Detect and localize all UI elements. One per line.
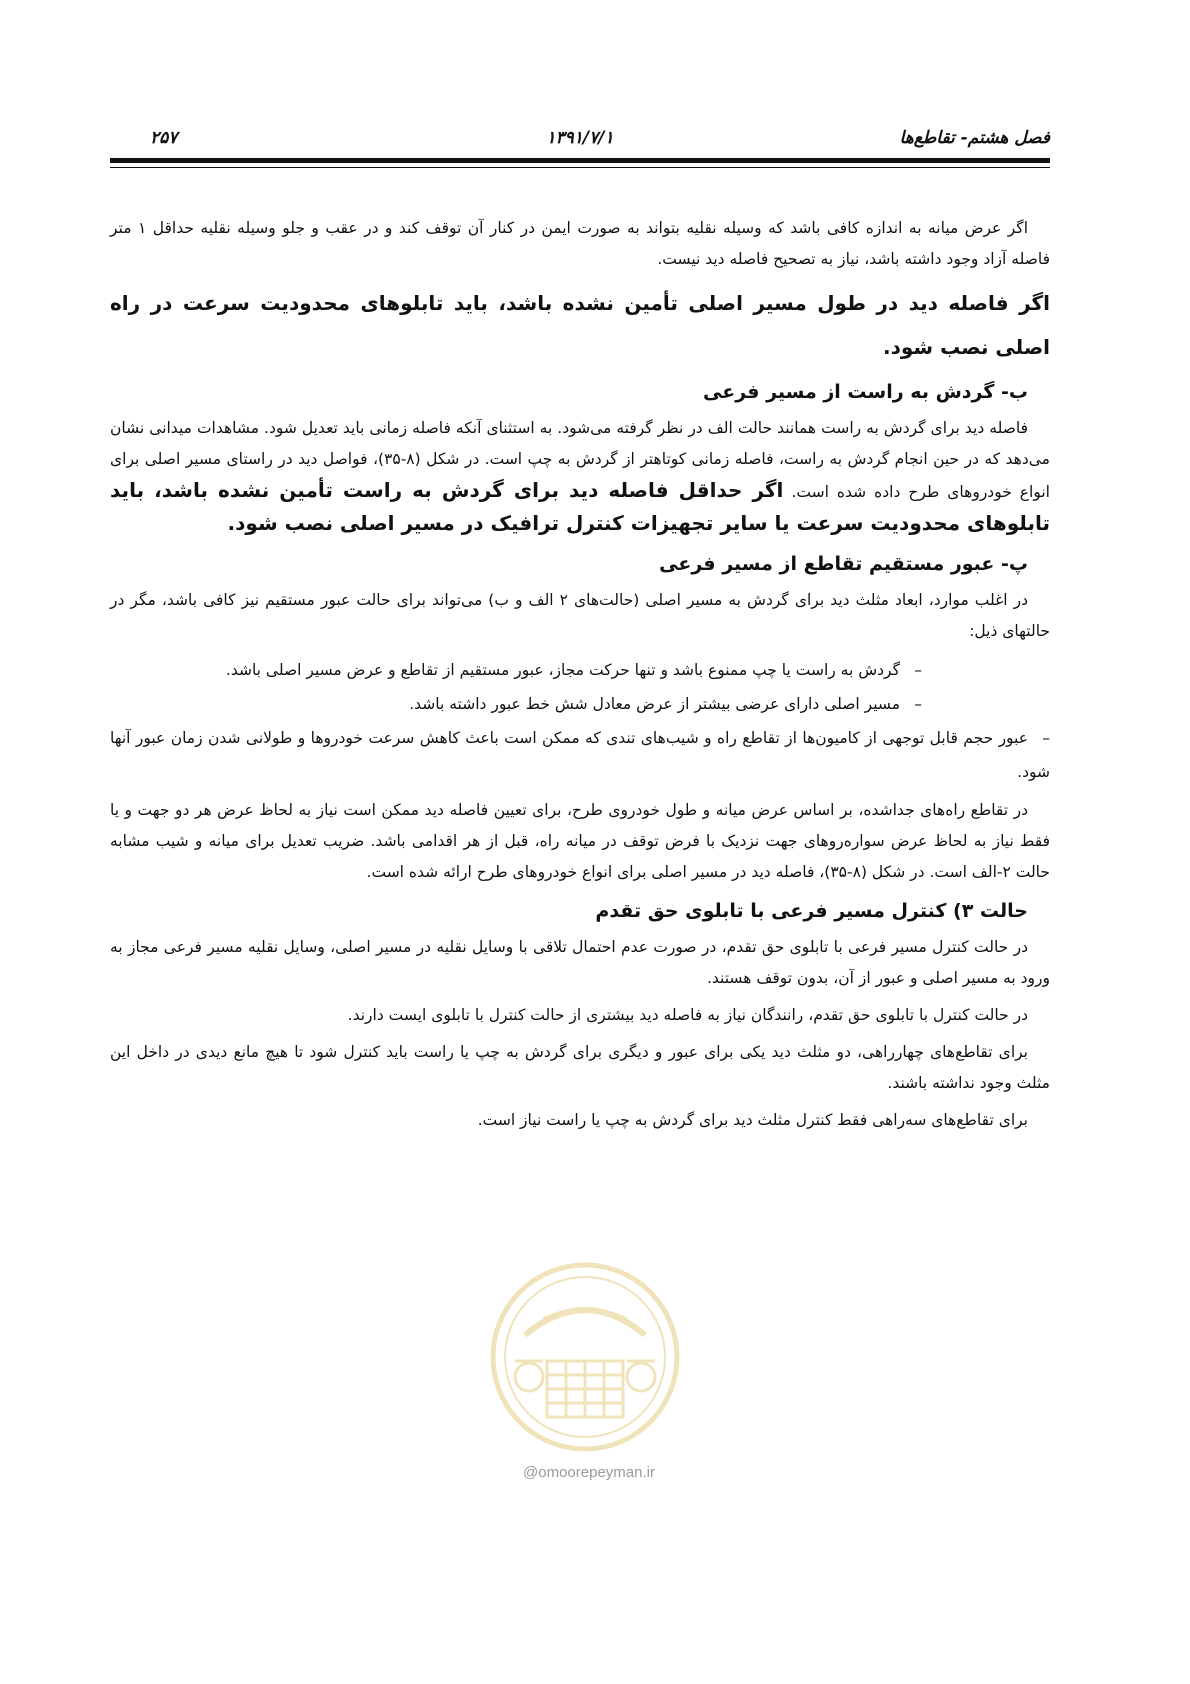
paragraph-yield-sight: در حالت کنترل با تابلوی حق تقدم، رانندگان نیاز به فاصله دید بیشتری از حالت کنترل با تابلوی ایست دارند. [347, 1006, 1028, 1024]
list-item [110, 721, 1050, 789]
paragraph-median-width: اگر عرض میانه به اندازه کافی باشد که وسیله نقلیه بتواند به صورت ایمن در کنار آن توقف کند و در عقب و جلو وسیله نقلیه حداقل ۱ متر فاصله آزاد وجود داشته باشد، نیاز به تصحیح فاصله دید نیست. [110, 219, 1050, 268]
paragraph-four-way: برای تقاطع‌های چهارراهی، دو مثلث دید یکی برای عبور و دیگری برای گردش به چپ یا راست باید کنترل شود تا هیچ مانع دیدی در داخل این مثلث وجود نداشته باشند. [110, 1043, 1050, 1092]
page-body [110, 213, 1050, 1142]
subheading-right-turn: ب- گردش به راست از مسیر فرعی [703, 381, 1028, 403]
exceptions-list [110, 653, 1050, 789]
paragraph-right-turn-text: فاصله دید برای گردش به راست همانند حالت الف در نظر گرفته می‌شود. به استثنای آنکه فاصله زمانی باید تعدیل شود. مشاهدات میدانی نشان می‌دهد که در حین انجام گردش به راست، فاصله زمانی کوتاهتر از گردش به چپ است. در شکل (۸-۳۵)، فواصل دید در راستای مسیر اصلی برای انواع خودروهای طرح داده شده است. [110, 419, 1050, 501]
header-date: ۱۳۹۱/۷/۱ [546, 128, 614, 148]
list-item-text: عبور حجم قابل توجهی از کامیون‌ها از تقاطع راه و شیب‌های تندی که ممکن است باعث کاهش سرعت خودروها و طولانی شدن زمان عبور آنها شود. [110, 729, 1050, 781]
bullet-dash: – [914, 695, 922, 713]
list-item-text: مسیر اصلی دارای عرضی بیشتر از عرض معادل شش خط عبور داشته باشد. [409, 695, 900, 713]
header-rule-thick [110, 158, 1050, 163]
chapter-title: فصل هشتم- تقاطع‌ها [899, 128, 1050, 148]
paragraph-divided-highways: در تقاطع راه‌های جداشده، بر اساس عرض میانه و طول خودروی طرح، برای تعیین فاصله دید ممکن است نیاز به لحاظ عرض هر دو جهت و یا فقط نیاز به لحاظ عرض سواره‌روهای جهت نزدیک با فرض توقف در میانه راه، قبل از هر اقدامی باشد. ضریب تعدیل برای میانه و شیب مشابه حالت ۲-الف است. در شکل (۸-۳۵)، فاصله دید در مسیر اصلی برای انواع خودروهای طرح ارائه شده است. [110, 801, 1050, 881]
bullet-dash: – [914, 661, 922, 679]
paragraph-yield-control: در حالت کنترل مسیر فرعی با تابلوی حق تقدم، در صورت عدم احتمال تلاقی با وسایل نقلیه در مسیر اصلی، وسایل نقلیه مسیر فرعی مجاز به ورود به مسیر اصلی و عبور از آن، بدون توقف هستند. [110, 938, 1050, 987]
paragraph-crossing: در اغلب موارد، ابعاد مثلث دید برای گردش به مسیر اصلی (حالت‌های ۲ الف و ب) می‌تواند برای حالت عبور مستقیم نیز کافی باشد، مگر در حالتهای ذیل: [110, 591, 1050, 640]
watermark-url: @omoorepeyman.ir [523, 1464, 655, 1481]
subheading-crossing: پ- عبور مستقیم تقاطع از مسیر فرعی [659, 553, 1028, 575]
list-item-text: گردش به راست یا چپ ممنوع باشد و تنها حرکت مجاز، عبور مستقیم از تقاطع و عرض مسیر اصلی باشد. [225, 661, 900, 679]
page-number: ۲۵۷ [150, 128, 178, 148]
header-rule-thin [110, 167, 1050, 168]
list-item [110, 653, 1050, 687]
subheading-case-3: حالت ۳) کنترل مسیر فرعی با تابلوی حق تقدم [595, 900, 1028, 922]
paragraph-right-turn [110, 413, 1050, 541]
omoore-peyman-logo-icon [485, 1257, 685, 1457]
list-item [110, 687, 1050, 721]
paragraph-three-way: برای تقاطع‌های سه‌راهی فقط کنترل مثلث دید برای گردش به چپ یا راست نیاز است. [477, 1111, 1028, 1129]
page-header [110, 128, 1050, 154]
bold-paragraph-speed-signs: اگر فاصله دید در طول مسیر اصلی تأمین نشده باشد، باید تابلوهای محدودیت سرعت در راه اصلی نصب شود. [110, 291, 1050, 359]
paragraph-right-turn-bold: اگر حداقل فاصله دید برای گردش به راست تأمین نشده باشد، باید تابلوهای محدودیت سرعت یا سایر تجهیزات کنترل ترافیک در مسیر اصلی نصب شود. [110, 478, 1050, 535]
bullet-dash: – [1042, 729, 1050, 747]
